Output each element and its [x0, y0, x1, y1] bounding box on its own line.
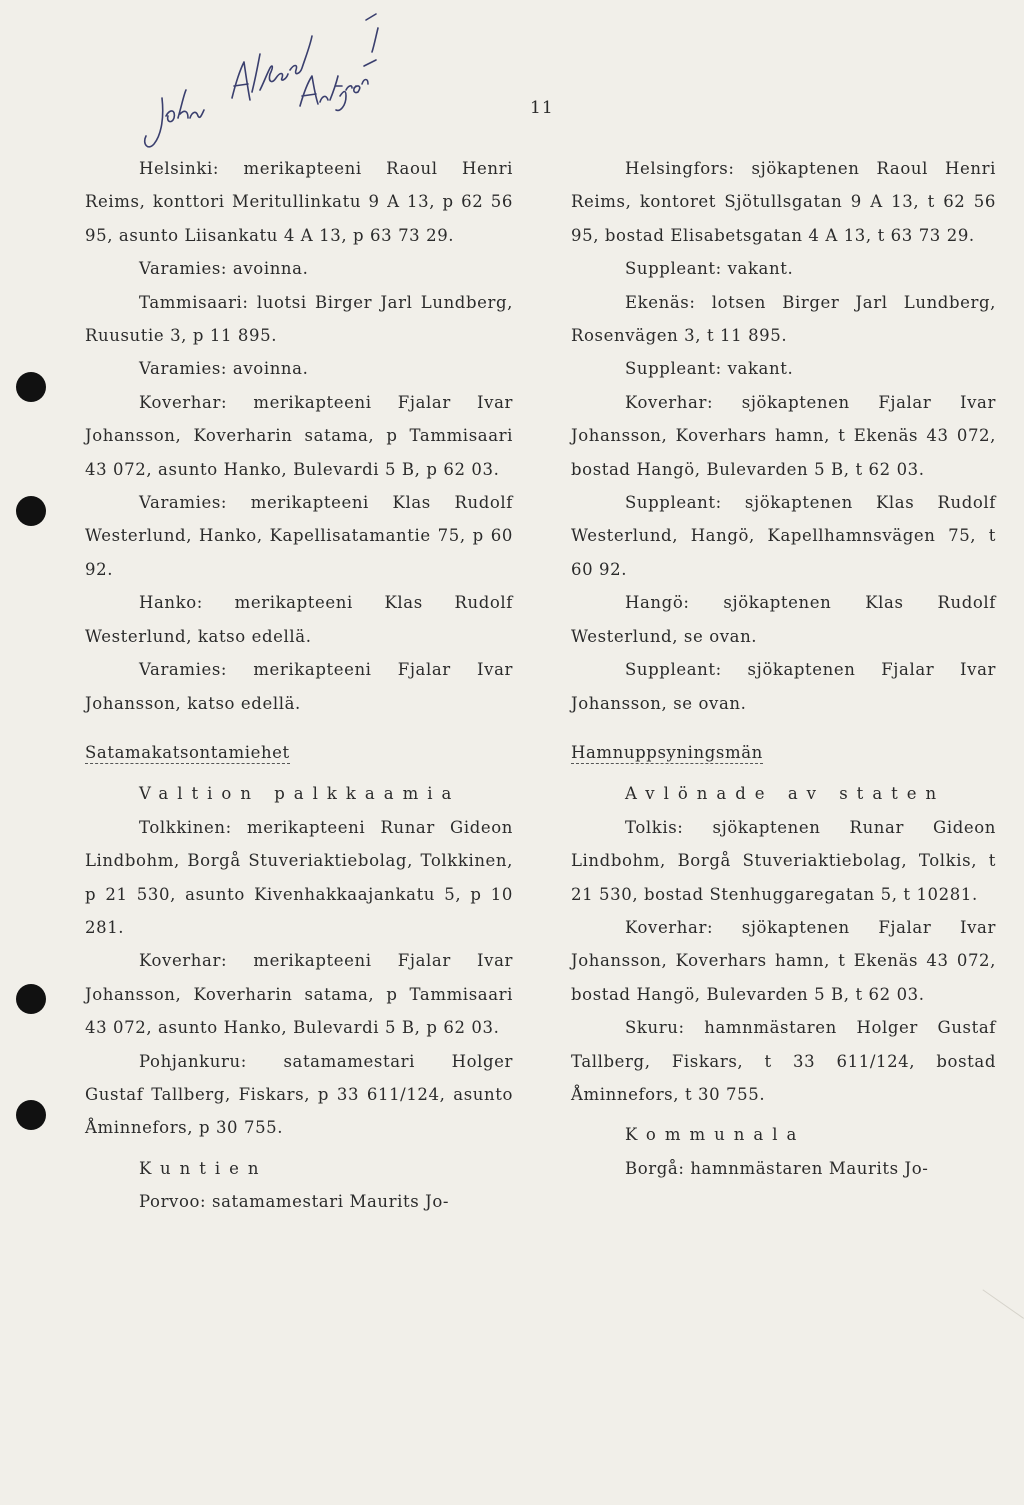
page-number: 11: [530, 98, 554, 118]
punch-hole: [16, 372, 46, 402]
paragraph: Borgå: hamnmästaren Maurits Jo-: [625, 1158, 929, 1178]
paragraph: Helsingfors: sjökaptenen Raoul Henri Reims, kontoret Sjötullsgatan 9 A 13, t 62 56 95, bostad Elisabetsgatan 4 A 13, t 63 73 29.: [571, 159, 996, 245]
paragraph: Varamies: avoinna.: [139, 259, 309, 279]
section-heading: [571, 736, 996, 769]
section-heading-text: Hamnuppsyningsmän: [571, 742, 763, 762]
paragraph: Suppleant: sjökaptenen Fjalar Ivar Johansson, se ovan.: [571, 660, 996, 713]
subheading: Valtion palkkaamia: [139, 784, 461, 804]
punch-hole: [16, 1100, 46, 1130]
handwritten-note: [140, 6, 390, 156]
paragraph: Helsinki: merikapteeni Raoul Henri Reims, konttori Meritullinkatu 9 A 13, p 62 56 95, asunto Liisankatu 4 A 13, p 63 73 29.: [85, 159, 513, 245]
subheading: Kommunala: [625, 1125, 806, 1145]
paragraph: Porvoo: satamamestari Maurits Jo-: [139, 1192, 450, 1212]
paragraph: Tolkkinen: merikapteeni Runar Gideon Lindbohm, Borgå Stuveriaktiebolag, Tolkkinen, p 21 530, asunto Kivenhakkaajankatu 5, p 10 281.: [85, 817, 513, 937]
paragraph: Skuru: hamnmästaren Holger Gustaf Tallberg, Fiskars, t 33 611/124, bostad Åminnefors, t 30 755.: [571, 1018, 996, 1104]
paragraph: Tolkis: sjökaptenen Runar Gideon Lindbohm, Borgå Stuveriaktiebolag, Tolkis, t 21 530, bostad Stenhuggaregatan 5, t 10281.: [571, 817, 996, 904]
subheading: Avlönade av staten: [625, 784, 946, 804]
paragraph: Pohjankuru: satamamestari Holger Gustaf Tallberg, Fiskars, p 33 611/124, asunto Åminnefors, p 30 755.: [85, 1051, 513, 1138]
punch-hole: [16, 496, 46, 526]
subheading: Kuntien: [139, 1158, 268, 1178]
paragraph: Varamies: merikapteeni Klas Rudolf Westerlund, Hanko, Kapellisatamantie 75, p 60 92.: [85, 493, 513, 579]
paragraph: Koverhar: sjökaptenen Fjalar Ivar Johansson, Koverhars hamn, t Ekenäs 43 072, bostad Hangö, Bulevarden 5 B, t 62 03.: [571, 917, 996, 1004]
punch-hole: [16, 984, 46, 1014]
page-fold-line: [960, 1289, 1024, 1351]
section-heading: [85, 736, 513, 769]
paragraph: Hanko: merikapteeni Klas Rudolf Westerlund, katso edellä.: [85, 593, 513, 646]
paragraph: Koverhar: sjökaptenen Fjalar Ivar Johansson, Koverhars hamn, t Ekenäs 43 072, bostad Hangö, Bulevarden 5 B, t 62 03.: [571, 392, 996, 479]
paragraph: Suppleant: vakant.: [625, 359, 794, 379]
finnish-column: [85, 152, 513, 1219]
paragraph: Ekenäs: lotsen Birger Jarl Lundberg, Rosenvägen 3, t 11 895.: [571, 292, 996, 346]
section-heading-text: Satamakatsontamiehet: [85, 742, 290, 762]
paragraph: Suppleant: sjökaptenen Klas Rudolf Westerlund, Hangö, Kapellhamnsvägen 75, t 60 92.: [571, 493, 996, 579]
paragraph: Hangö: sjökaptenen Klas Rudolf Westerlund, se ovan.: [571, 593, 996, 646]
paragraph: Koverhar: merikapteeni Fjalar Ivar Johansson, Koverharin satama, p Tammisaari 43 072, asunto Hanko, Bulevardi 5 B, p 62 03.: [85, 951, 513, 1038]
paragraph: Varamies: avoinna.: [139, 359, 309, 379]
paragraph: Varamies: merikapteeni Fjalar Ivar Johansson, katso edellä.: [85, 660, 513, 713]
paragraph: Suppleant: vakant.: [625, 259, 794, 279]
swedish-column: [571, 152, 996, 1185]
paragraph: Tammisaari: luotsi Birger Jarl Lundberg, Ruusutie 3, p 11 895.: [85, 292, 513, 346]
paragraph: Koverhar: merikapteeni Fjalar Ivar Johansson, Koverharin satama, p Tammisaari 43 072, asunto Hanko, Bulevardi 5 B, p 62 03.: [85, 392, 513, 479]
